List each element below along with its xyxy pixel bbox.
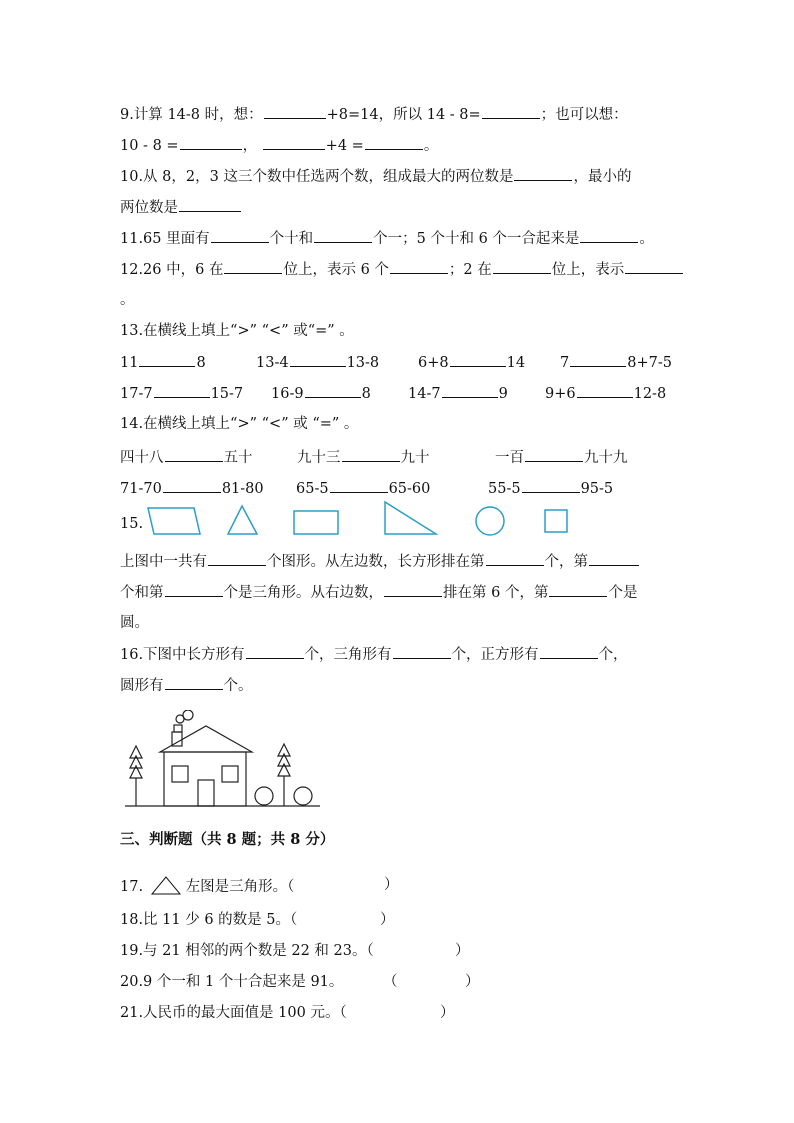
q15-text-e: 个是三角形。从右边数， (223, 585, 383, 601)
q16-text-d: 个， (598, 647, 628, 663)
q13-row1-item-3 (418, 352, 525, 373)
q10-text-a: 10.从 8，2，3 这三个数中任选两个数，组成最大的两位数是 (120, 169, 514, 185)
q15-blank-3[interactable] (589, 551, 639, 566)
q15-blank-2[interactable] (486, 551, 544, 566)
q9-text-b: +8=14，所以 14 - 8= (326, 107, 481, 123)
q13-row1-blank-2[interactable] (290, 352, 346, 367)
q17-triangle-icon (150, 875, 182, 895)
q13-row2-left-2: 16-9 (271, 386, 304, 402)
q15-text-c: 个，第 (544, 554, 588, 570)
q14-row1-item-2 (297, 447, 430, 468)
q13-title: 13.在横线上填上“>” “<” 或“=” 。 (120, 323, 354, 339)
q13-row1-blank-1[interactable] (139, 352, 195, 367)
q9-blank-2[interactable] (482, 104, 540, 119)
q13-row2-right-2: 8 (361, 386, 371, 402)
q10-line2 (120, 197, 242, 218)
q13-row2-left-3: 14-7 (408, 386, 441, 402)
q15-text-a: 上图中一共有 (120, 554, 207, 570)
q9-line2 (120, 135, 438, 156)
q14-row1-left-2: 九十三 (297, 450, 341, 466)
q13-row1-left-1: 11 (120, 355, 139, 371)
q13-row2-right-4: 12-8 (633, 386, 667, 402)
house-body (164, 752, 246, 806)
rectangle-shape (294, 511, 338, 534)
smoke-large (183, 710, 193, 720)
q16-line2 (120, 675, 253, 696)
q9-blank-1[interactable] (264, 104, 326, 119)
q12-line1 (120, 259, 684, 280)
q13-row2-item-2 (271, 383, 371, 404)
q13-row2-blank-2[interactable] (305, 383, 361, 398)
q12-blank-2[interactable] (390, 259, 448, 274)
q14-row2-left-2: 65-5 (296, 481, 329, 497)
q9-text-e: ， (242, 138, 258, 154)
q15-text-d: 个和第 (120, 585, 164, 601)
q9-text-g: 。 (423, 138, 439, 154)
q14-row1-right-2: 九十 (400, 450, 430, 466)
q13-row1-left-3: 6+8 (418, 355, 449, 371)
q16-line1 (120, 644, 628, 665)
q15-text-b: 个图形。从左边数，长方形排在第 (267, 554, 485, 570)
q12-blank-1[interactable] (224, 259, 282, 274)
q15-shapes (140, 498, 620, 542)
q15-blank-4[interactable] (165, 582, 223, 597)
q13-row2-blank-4[interactable] (577, 383, 633, 398)
q9-blank-4[interactable] (263, 135, 325, 150)
q16-text-f: 个。 (223, 678, 253, 694)
q21-text: 21.人民币的最大面值是 100 元。（ (120, 1005, 347, 1021)
q13-row2-item-4 (545, 383, 666, 404)
q12-text-e: 。 (120, 292, 135, 308)
q18-text: 18.比 11 少 6 的数是 5。（ (120, 912, 298, 928)
q14-row2-blank-2[interactable] (330, 478, 388, 493)
q15-line3: 圆。 (120, 615, 149, 631)
square-shape (545, 510, 567, 532)
q14-row1-item-3 (495, 447, 628, 468)
q16-text-c: 个，正方形有 (451, 647, 539, 663)
q14-row2-blank-3[interactable] (522, 478, 580, 493)
q12-text-c: ；2 在 (448, 262, 492, 278)
q13-row1-left-2: 13-4 (256, 355, 289, 371)
q13-row2-right-1: 15-7 (210, 386, 244, 402)
q14-row2-left-1: 71-70 (120, 481, 162, 497)
q10-text-c: 两位数是 (120, 200, 178, 216)
q14-row2-item-2 (296, 478, 430, 499)
q11-text-b: 个十和 (269, 231, 314, 247)
q14-row1-right-3: 九十九 (584, 450, 628, 466)
q13-row1-blank-4[interactable] (570, 352, 626, 367)
right-triangle-shape (385, 502, 436, 534)
q11-blank-1[interactable] (211, 228, 269, 243)
house-drawing (120, 710, 330, 810)
q13-row1-left-4: 7 (560, 355, 570, 371)
q20-text: 20.9 个一和 1 个十合起来是 91。 (120, 974, 344, 990)
q16-text-e: 圆形有 (120, 678, 164, 694)
section-3-heading: 三、判断题（共 8 题；共 8 分） (120, 831, 335, 848)
q9-text-c: ；也可以想： (540, 107, 628, 123)
q14-row1-blank-1[interactable] (165, 447, 223, 462)
q14-row1-right-1: 五十 (223, 450, 253, 466)
q14-row2-left-3: 55-5 (488, 481, 521, 497)
q13-row1-item-1 (120, 352, 206, 373)
q15-line1 (120, 551, 640, 572)
q10-text-b: ，最小的 (573, 169, 632, 185)
q15-blank-5[interactable] (384, 582, 442, 597)
q20-answer-paren[interactable]: ） (465, 974, 480, 990)
q19-text: 19.与 21 相邻的两个数是 22 和 23。（ (120, 943, 374, 959)
q12-text-a: 12.26 中，6 在 (120, 262, 224, 278)
door (198, 780, 214, 806)
q17-line (120, 875, 294, 897)
q11-blank-2[interactable] (314, 228, 372, 243)
q14-title: 14.在横线上填上“>” “<” 或 “=” 。 (120, 416, 359, 432)
q13-row1-right-3: 14 (506, 355, 526, 371)
q12-blank-4[interactable] (625, 259, 683, 274)
q11-line (120, 228, 654, 249)
q9-blank-5[interactable] (365, 135, 423, 150)
q14-row2-item-3 (488, 478, 613, 499)
q13-row2-left-1: 17-7 (120, 386, 153, 402)
q15-blank-6[interactable] (549, 582, 607, 597)
q15-text-g: 个是 (608, 585, 638, 601)
q17-number: 17. (120, 879, 144, 895)
q16-blank-4[interactable] (165, 675, 223, 690)
q13-row2-blank-3[interactable] (442, 383, 498, 398)
q9-text-a: 9.计算 14-8 时，想： (120, 107, 263, 123)
q13-row2-blank-1[interactable] (154, 383, 210, 398)
q12-blank-3[interactable] (493, 259, 551, 274)
q16-text-b: 个，三角形有 (304, 647, 392, 663)
q13-row1-item-2 (256, 352, 379, 373)
q9-blank-3[interactable] (180, 135, 242, 150)
window-right (222, 766, 238, 782)
q18-answer-paren[interactable]: ） (380, 912, 395, 928)
q14-row1-left-1: 四十八 (120, 450, 164, 466)
q14-row1-blank-2[interactable] (342, 447, 400, 462)
window-left (172, 766, 188, 782)
q13-row1-blank-3[interactable] (450, 352, 506, 367)
q14-row2-blank-1[interactable] (163, 478, 221, 493)
q16-blank-2[interactable] (393, 644, 451, 659)
q10-blank-1[interactable] (514, 166, 572, 181)
q17-answer-paren[interactable]: ） (384, 877, 399, 893)
ball-right (294, 787, 312, 805)
q15-line2 (120, 582, 637, 603)
q20-open-paren[interactable]: （ (383, 974, 398, 990)
q13-row1-item-4 (560, 352, 672, 373)
q13-row1-right-1: 8 (196, 355, 206, 371)
q16-text-a: 16.下图中长方形有 (120, 647, 245, 663)
q9-line1 (120, 104, 628, 125)
q13-row2-right-3: 9 (498, 386, 508, 402)
q17-text: 左图是三角形。（ (185, 879, 295, 895)
q10-blank-2[interactable] (179, 197, 241, 212)
q15-blank-1[interactable] (208, 551, 266, 566)
q15-text-f: 排在第 6 个，第 (443, 585, 549, 601)
q11-blank-3[interactable] (580, 228, 638, 243)
q11-text-d: 。 (639, 231, 654, 247)
q14-row2-item-1 (120, 478, 264, 499)
q19-answer-paren[interactable]: ） (455, 943, 470, 959)
q9-text-d: 10 - 8 = (120, 138, 179, 154)
triangle-shape (228, 506, 257, 534)
q14-row1-blank-3[interactable] (525, 447, 583, 462)
q14-row2-right-2: 65-60 (388, 481, 431, 497)
q16-blank-3[interactable] (540, 644, 598, 659)
chimney-top (174, 725, 182, 732)
q10-line1 (120, 166, 631, 187)
q9-text-f: +4 = (325, 138, 364, 154)
q16-blank-1[interactable] (246, 644, 304, 659)
ball-left (255, 787, 273, 805)
q13-row1-right-4: 8+7-5 (627, 355, 672, 371)
q11-text-a: 11.65 里面有 (120, 231, 210, 247)
q15-number: 15. (120, 516, 144, 532)
q12-line2 (120, 290, 135, 310)
q13-row2-item-1 (120, 383, 243, 404)
q12-text-d: 位上，表示 (551, 262, 625, 278)
q11-text-c: 个一；5 个十和 6 个一合起来是 (373, 231, 580, 247)
q13-row2-left-4: 9+6 (545, 386, 576, 402)
q21-answer-paren[interactable]: ） (440, 1005, 455, 1021)
q13-row2-item-3 (408, 383, 508, 404)
q14-row1-item-1 (120, 447, 253, 468)
q12-text-b: 位上，表示 6 个 (283, 262, 389, 278)
q14-row2-right-3: 95-5 (580, 481, 614, 497)
circle-shape (476, 507, 504, 535)
parallelogram-shape (148, 508, 200, 534)
q14-row2-right-1: 81-80 (221, 481, 264, 497)
q14-row1-left-3: 一百 (495, 450, 524, 466)
q13-row1-right-2: 13-8 (346, 355, 380, 371)
